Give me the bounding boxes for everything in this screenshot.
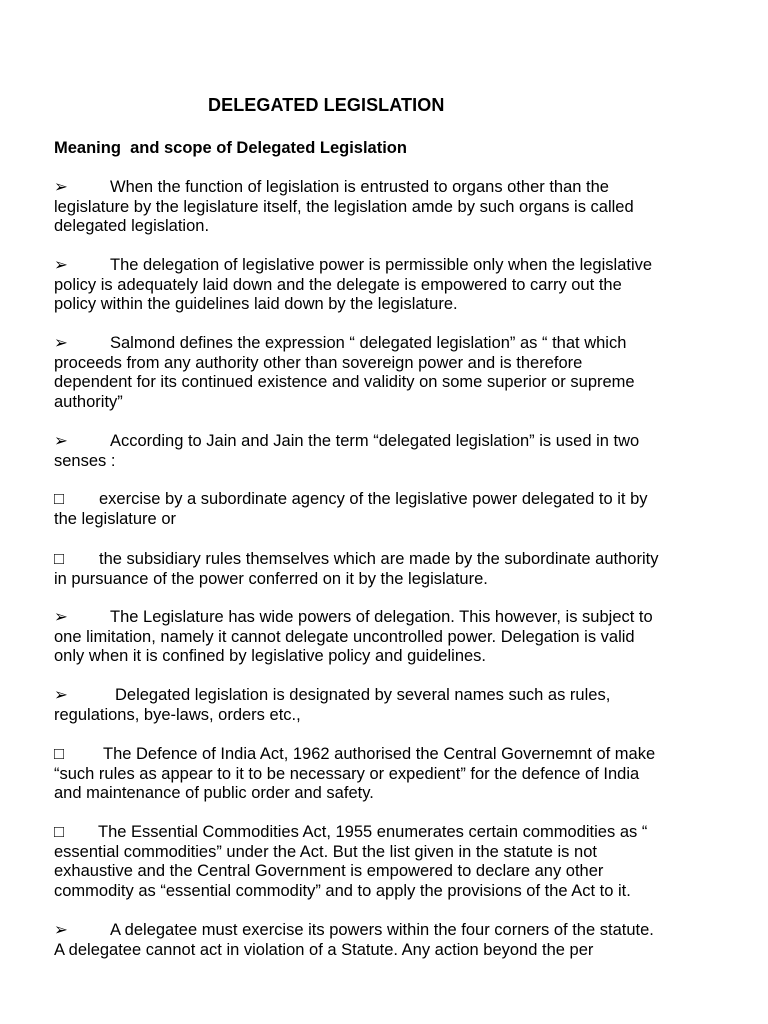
paragraph-line: policy is adequately laid down and the delegate is empowered to carry out the: [54, 275, 622, 294]
box-bullet-icon: □: [54, 745, 64, 763]
paragraph-line: [54, 334, 726, 354]
paragraph-line: policy within the guidelines laid down by the legislature.: [54, 295, 458, 314]
box-bullet-icon: □: [54, 550, 64, 568]
bullet-paragraph: [54, 686, 726, 725]
bullet-paragraph: [54, 608, 726, 667]
arrow-bullet-icon: ➢: [54, 608, 68, 626]
line-text: The Essential Commodities Act, 1955 enumerates certain commodities as “: [98, 823, 648, 841]
line-text: According to Jain and Jain the term “delegated legislation” is used in two: [110, 432, 640, 450]
arrow-bullet-icon: ➢: [54, 432, 68, 450]
paragraph-line: and maintenance of public order and safety.: [54, 784, 374, 803]
box-bullet-icon: □: [54, 490, 64, 508]
paragraph-line: [54, 608, 726, 628]
bullet-paragraph: [54, 550, 726, 589]
bullet-paragraph: [54, 745, 726, 804]
paragraph-line: exhaustive and the Central Government is empowered to declare any other: [54, 862, 604, 881]
line-text: exercise by a subordinate agency of the legislative power delegated to it by: [99, 490, 648, 508]
bullet-paragraph: [54, 432, 726, 471]
bullet-paragraph: [54, 178, 726, 237]
paragraph-line: essential commodities” under the Act. But the list given in the statute is not: [54, 842, 597, 861]
section-heading: Meaning and scope of Delegated Legislation: [54, 139, 407, 157]
paragraph-line: in pursuance of the power conferred on it by the legislature.: [54, 569, 488, 588]
bullet-paragraph: [54, 334, 726, 412]
paragraph-line: delegated legislation.: [54, 217, 210, 236]
bullet-paragraph: [54, 921, 726, 960]
bullet-paragraph: [54, 823, 726, 901]
arrow-bullet-icon: ➢: [54, 256, 68, 274]
arrow-bullet-icon: ➢: [54, 334, 68, 352]
bullet-paragraph: [54, 490, 726, 529]
paragraph-line: senses :: [54, 451, 116, 470]
paragraph-line: [54, 550, 726, 570]
paragraph-line: only when it is confined by legislative policy and guidelines.: [54, 647, 487, 666]
line-text: The Defence of India Act, 1962 authorised the Central Governemnt of make: [103, 745, 656, 763]
bullet-paragraph: [54, 256, 726, 315]
paragraph-line: one limitation, namely it cannot delegate uncontrolled power. Delegation is valid: [54, 627, 635, 646]
arrow-bullet-icon: ➢: [54, 921, 68, 939]
paragraph-line: [54, 178, 726, 198]
paragraph-line: commodity as “essential commodity” and to apply the provisions of the Act to it.: [54, 881, 631, 900]
paragraph-line: [54, 490, 726, 510]
document-title: DELEGATED LEGISLATION: [208, 95, 445, 115]
box-bullet-icon: □: [54, 823, 64, 841]
paragraph-line: legislature by the legislature itself, the legislation amde by such organs is called: [54, 197, 634, 216]
paragraph-line: [54, 921, 726, 941]
arrow-bullet-icon: ➢: [54, 686, 68, 704]
paragraph-line: [54, 823, 726, 843]
paragraph-line: [54, 256, 726, 276]
paragraph-line: A delegatee cannot act in violation of a Statute. Any action beyond the per: [54, 940, 594, 959]
line-text: Delegated legislation is designated by several names such as rules,: [115, 686, 611, 704]
line-text: The Legislature has wide powers of delegation. This however, is subject to: [110, 608, 653, 626]
paragraph-line: the legislature or: [54, 509, 176, 528]
line-text: When the function of legislation is entrusted to organs other than the: [110, 178, 609, 196]
paragraph-line: [54, 686, 726, 706]
paragraph-line: [54, 745, 726, 765]
paragraph-line: regulations, bye-laws, orders etc.,: [54, 705, 301, 724]
paragraph-line: dependent for its continued existence and validity on some superior or supreme: [54, 373, 635, 392]
paragraph-line: authority”: [54, 392, 123, 411]
line-text: the subsidiary rules themselves which are made by the subordinate authority: [99, 550, 659, 568]
paragraph-line: [54, 432, 726, 452]
paragraph-line: proceeds from any authority other than sovereign power and is therefore: [54, 353, 583, 372]
line-text: A delegatee must exercise its powers within the four corners of the statute.: [110, 921, 654, 939]
line-text: Salmond defines the expression “ delegated legislation” as “ that which: [110, 334, 627, 352]
paragraph-line: “such rules as appear to it to be necessary or expedient” for the defence of India: [54, 764, 640, 783]
arrow-bullet-icon: ➢: [54, 178, 68, 196]
line-text: The delegation of legislative power is permissible only when the legislative: [110, 256, 653, 274]
